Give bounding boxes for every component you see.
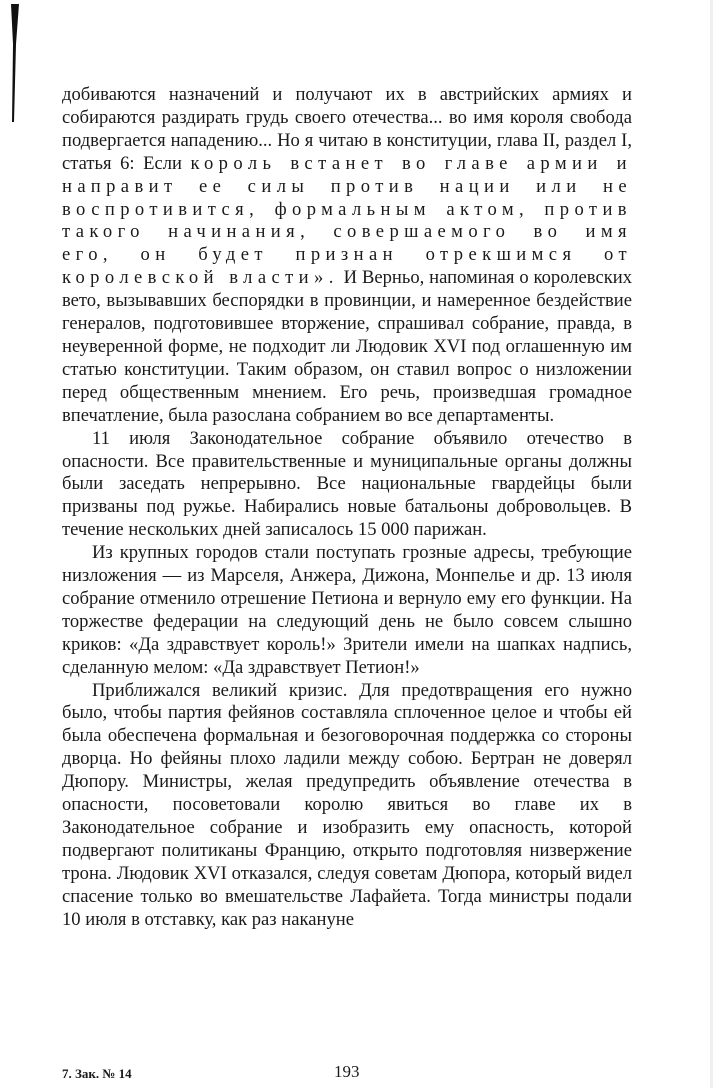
paragraph: [62, 542, 632, 679]
paragraph: [62, 84, 632, 428]
paragraph-text: 11 июля Законодательное собрание объявило отечество в опасности. Все правительственные и муниципальные органы должны были заседать непрерывно. Все национальные гвардейцы были призваны под ружье. Набирались новые батальоны добровольцев. В течение нескольких дней записалось 15 000 парижан.: [62, 427, 632, 541]
page-number: 193: [334, 1062, 360, 1081]
paragraph: [62, 680, 632, 932]
paragraph-text: И Верньо, напоминая о королевских вето, вызывавших беспорядки в провинции, и намеренное бездействие генералов, подготовившее вторжение, спрашивал собрание, правда, в неуверенной форме, не подходит ли Людовик XVI под оглашенную им статью конституции. Таким образом, он ставил вопрос о низложении перед общественным мнением. Его речь, произведшая громадное впечатление, была разослана собранием во все департаменты.: [62, 267, 632, 426]
page-text: [62, 84, 632, 932]
paragraph-text: добиваются назначений и получают их в австрийских армиях и собираются раздирать грудь своего отечества... во имя короля свобода подвергается нападению... Но я читаю в конституции, глава II, раздел I, статья 6: Если: [62, 84, 632, 174]
page-footer: [0, 1062, 713, 1082]
printer-signature: 7. Зак. № 14: [62, 1066, 132, 1081]
paragraph-text: Из крупных городов стали поступать грозные адресы, требующие низложения — из Марселя, Анжера, Дижона, Монпелье и др. 13 июля собрание отменило отрешение Петиона и вернуло ему его функции. На торжестве федерации на следующий день не было совсем слышно криков: «Да здравствует король!» Зрители имели на шапках надпись, сделанную мелом: «Да здравствует Петион!»: [62, 542, 632, 678]
paragraph-text: Приближался великий кризис. Для предотвращения его нужно было, чтобы партия фейянов составляла сплоченное целое и чтобы ей была обеспечена формальная и безоговорочная поддержка со стороны дворца. Но фейяны плохо ладили между собою. Бертран не доверял Дюпору. Министры, желая предупредить объявление отечества в опасности, посоветовали королю явиться во главе их в Законодательное собрание и изобразить ему опасность, которой подвергают политиканы Францию, открыто подготовляя низвержение трона. Людовик XVI отказался, следуя советам Дюпора, который видел спасение только во вмешательстве Лафайета. Тогда министры подали 10 июля в отставку, как раз накануне: [62, 679, 632, 930]
binding-mark: [10, 4, 20, 122]
paragraph: [62, 428, 632, 543]
spaced-quote-text: король встанет во главе армии и направит ее силы против нации или не воспротивится, формальным актом, против такого начинания, совершаемого во имя его, он будет признан отрекшимся от королевской власти».: [62, 152, 632, 289]
